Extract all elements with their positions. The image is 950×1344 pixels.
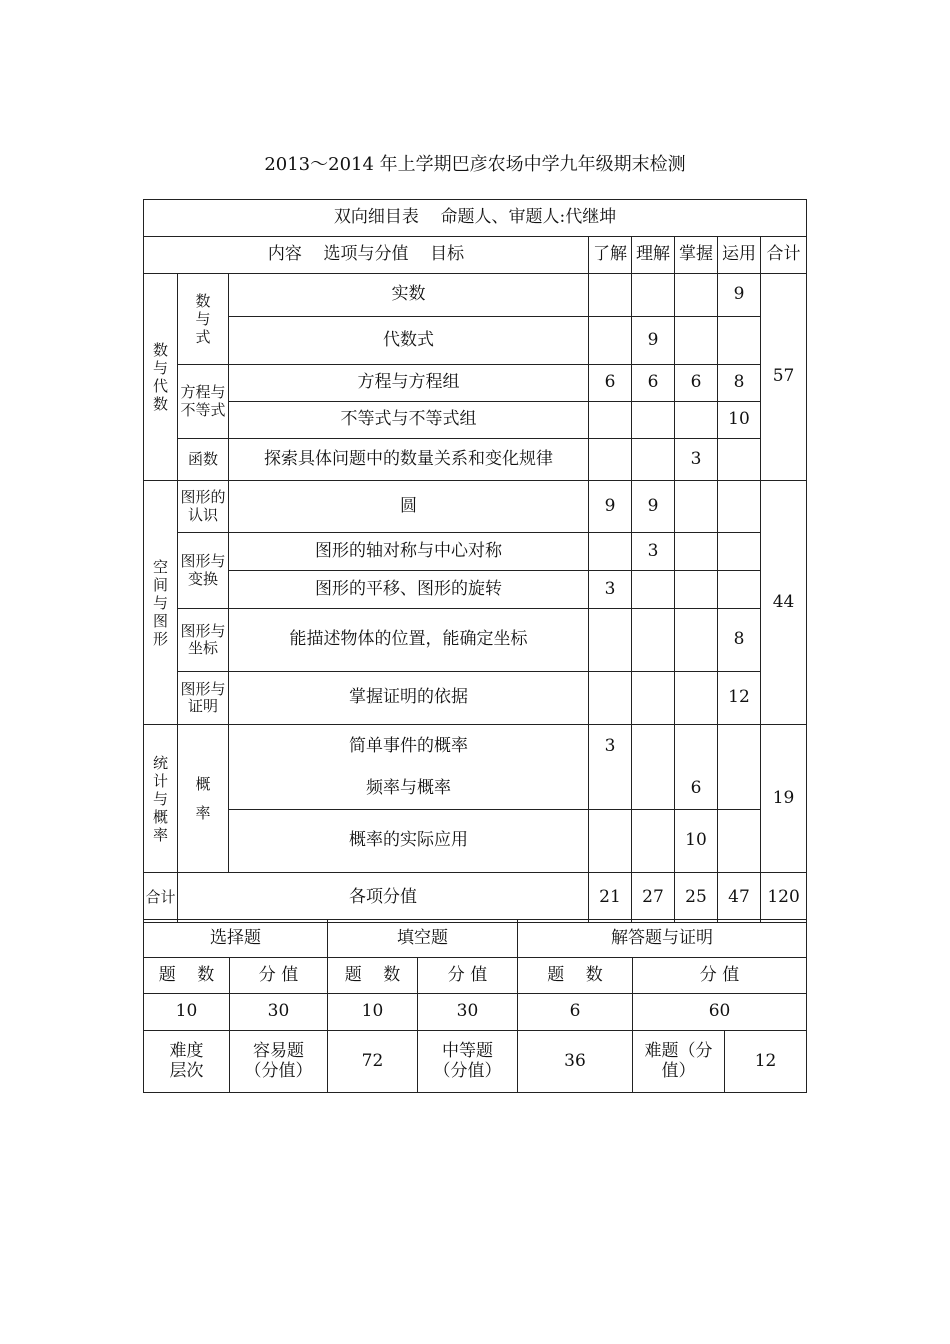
- value-text: [718, 767, 760, 809]
- topic-cell: 能描述物体的位置，能确定坐标: [229, 609, 589, 672]
- topic-cell: 图形的平移、图形的旋转: [229, 571, 589, 609]
- total-value: 25: [675, 873, 718, 923]
- type-row: [144, 920, 807, 958]
- col-header-total: 合计: [761, 237, 807, 274]
- content-header: 内容 选项与分值 目标: [144, 237, 589, 274]
- summary-table-wrapper: [143, 919, 806, 1093]
- section-label-algebra: 数与代数: [144, 274, 178, 481]
- value-text: [632, 767, 674, 809]
- value-cell: [675, 672, 718, 725]
- value-cell: [632, 609, 675, 672]
- value-cell: 10: [675, 810, 718, 873]
- value-row: [144, 994, 807, 1031]
- score-label: 分 值: [633, 958, 807, 994]
- medium-value: 36: [518, 1031, 633, 1093]
- value-cell: 8: [718, 609, 761, 672]
- topic-cell: 概率的实际应用: [229, 810, 589, 873]
- col-header-understand: 了解: [589, 237, 632, 274]
- value-cell: [718, 725, 761, 810]
- value-cell: [632, 274, 675, 317]
- easy-label: 容易题（分值）: [230, 1031, 328, 1093]
- page-title: 2013～2014 年上学期巴彦农场中学九年级期末检测: [264, 154, 686, 175]
- value-cell: [675, 571, 718, 609]
- value-cell: [589, 439, 632, 481]
- subsection-label: 图形与证明: [178, 672, 229, 725]
- subsection-label: 数与式: [178, 274, 229, 365]
- topic-cell: 图形的轴对称与中心对称: [229, 533, 589, 571]
- total-value: 27: [632, 873, 675, 923]
- topic-cell: 圆: [229, 481, 589, 533]
- medium-label: 中等题（分值）: [418, 1031, 518, 1093]
- table-row: [144, 439, 807, 481]
- table-row: [144, 609, 807, 672]
- detail-table: [143, 199, 807, 923]
- hard-value: 12: [725, 1031, 807, 1093]
- value-cell: 3: [675, 439, 718, 481]
- summary-table: [143, 919, 807, 1093]
- subsection-label: 图形与坐标: [178, 609, 229, 672]
- table-row: [144, 365, 807, 402]
- value-text: [589, 767, 631, 809]
- col-header-comprehend: 理解: [632, 237, 675, 274]
- value-cell: [718, 571, 761, 609]
- count-label: 题 数: [144, 958, 230, 994]
- value-cell: [675, 609, 718, 672]
- value-cell: 9: [589, 481, 632, 533]
- value-cell: [589, 725, 632, 810]
- topic-cell: 探索具体问题中的数量关系和变化规律: [229, 439, 589, 481]
- subsection-label: 图形的认识: [178, 481, 229, 533]
- value-cell: [675, 481, 718, 533]
- table-row: [144, 571, 807, 609]
- value-cell: [589, 533, 632, 571]
- subsection-label: 图形与变换: [178, 533, 229, 609]
- score-label: 分 值: [418, 958, 518, 994]
- answer-score: 60: [633, 994, 807, 1031]
- value-cell: 3: [632, 533, 675, 571]
- value-cell: [589, 317, 632, 365]
- count-label: 题 数: [328, 958, 418, 994]
- grand-total: 120: [761, 873, 807, 923]
- value-text: [675, 725, 717, 767]
- value-cell: [589, 274, 632, 317]
- detail-table-wrapper: [143, 199, 806, 923]
- topic-cell: 代数式: [229, 317, 589, 365]
- difficulty-label: 难度层次: [144, 1031, 230, 1093]
- choice-score: 30: [230, 994, 328, 1031]
- table-row: [144, 725, 807, 810]
- subsection-label: 函数: [178, 439, 229, 481]
- topic-cell: [229, 725, 589, 810]
- value-cell: [675, 533, 718, 571]
- answer-count: 6: [518, 994, 633, 1031]
- value-cell: [589, 810, 632, 873]
- count-label: 题 数: [518, 958, 633, 994]
- caption-row: [144, 200, 807, 237]
- total-value: 21: [589, 873, 632, 923]
- value-cell: [632, 402, 675, 439]
- table-row: [144, 481, 807, 533]
- subsection-label: 概率: [178, 725, 229, 873]
- table-caption: 双向细目表 命题人、审题人:代继坤: [144, 200, 807, 237]
- type-answer: 解答题与证明: [518, 920, 807, 958]
- table-row: [144, 810, 807, 873]
- value-cell: [718, 317, 761, 365]
- section-total: 19: [761, 725, 807, 873]
- topic-cell: 掌握证明的依据: [229, 672, 589, 725]
- choice-count: 10: [144, 994, 230, 1031]
- value-cell: [675, 317, 718, 365]
- value-cell: [632, 810, 675, 873]
- table-row: [144, 402, 807, 439]
- value-cell: [675, 725, 718, 810]
- difficulty-row: [144, 1031, 807, 1093]
- section-label-stats: 统计与概率: [144, 725, 178, 873]
- value-cell: [675, 402, 718, 439]
- label-row: [144, 958, 807, 994]
- totals-row: [144, 873, 807, 923]
- value-cell: [632, 725, 675, 810]
- value-cell: [632, 439, 675, 481]
- table-row: [144, 672, 807, 725]
- topic-cell: 实数: [229, 274, 589, 317]
- col-header-master: 掌握: [675, 237, 718, 274]
- hard-label: 难题（分值）: [633, 1031, 725, 1093]
- topic-cell: 方程与方程组: [229, 365, 589, 402]
- type-fill: 填空题: [328, 920, 518, 958]
- header-row: [144, 237, 807, 274]
- score-label: 分 值: [230, 958, 328, 994]
- value-cell: [632, 571, 675, 609]
- totals-desc: 各项分值: [178, 873, 589, 923]
- value-text: [718, 725, 760, 767]
- value-cell: [718, 439, 761, 481]
- value-cell: 10: [718, 402, 761, 439]
- value-cell: 6: [675, 365, 718, 402]
- value-cell: 9: [632, 481, 675, 533]
- value-cell: [675, 274, 718, 317]
- value-cell: 9: [632, 317, 675, 365]
- value-cell: [718, 810, 761, 873]
- value-cell: [718, 481, 761, 533]
- value-cell: [632, 672, 675, 725]
- topic-cell: 不等式与不等式组: [229, 402, 589, 439]
- value-cell: [589, 672, 632, 725]
- subsection-label: 方程与不等式: [178, 365, 229, 439]
- fill-score: 30: [418, 994, 518, 1031]
- easy-value: 72: [328, 1031, 418, 1093]
- value-cell: [589, 402, 632, 439]
- table-row: [144, 274, 807, 317]
- section-total: 44: [761, 481, 807, 725]
- value-cell: [589, 609, 632, 672]
- value-cell: 8: [718, 365, 761, 402]
- value-cell: 3: [589, 571, 632, 609]
- table-row: [144, 533, 807, 571]
- value-cell: 6: [632, 365, 675, 402]
- topic-text: 简单事件的概率: [349, 736, 468, 756]
- value-cell: 6: [589, 365, 632, 402]
- topic-text: 频率与概率: [366, 778, 451, 798]
- value-text: 3: [604, 736, 616, 756]
- table-row: [144, 317, 807, 365]
- value-cell: 12: [718, 672, 761, 725]
- value-cell: 9: [718, 274, 761, 317]
- section-total: 57: [761, 274, 807, 481]
- value-cell: [718, 533, 761, 571]
- section-label-geometry: 空间与图形: [144, 481, 178, 725]
- type-choice: 选择题: [144, 920, 328, 958]
- totals-label: 合计: [144, 873, 178, 923]
- fill-count: 10: [328, 994, 418, 1031]
- value-text: 6: [690, 778, 702, 798]
- total-value: 47: [718, 873, 761, 923]
- col-header-apply: 运用: [718, 237, 761, 274]
- value-text: [632, 725, 674, 767]
